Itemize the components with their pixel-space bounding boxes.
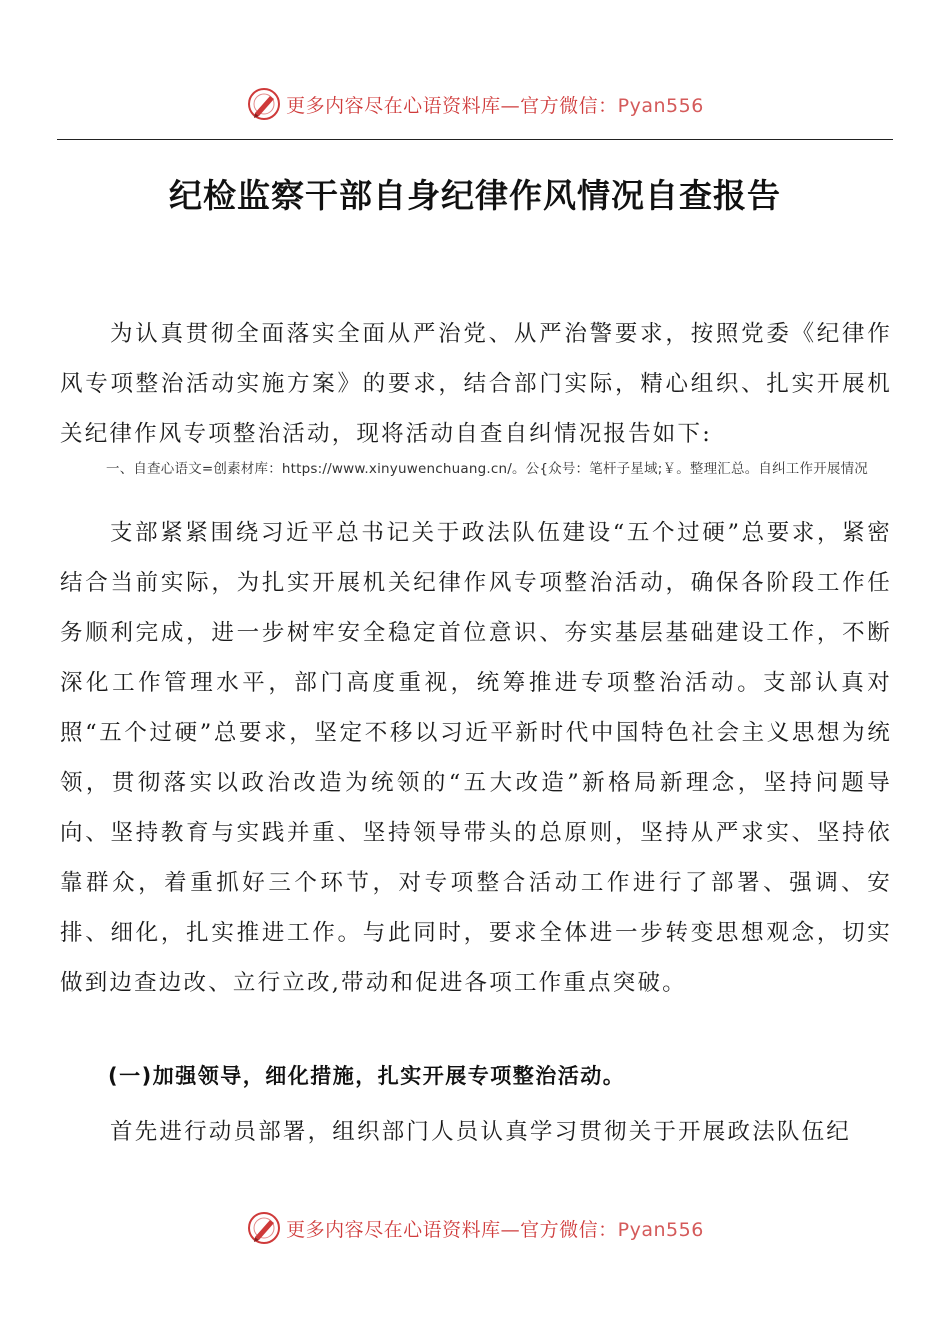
body-paragraph: 支部紧紧围绕习近平总书记关于政法队伍建设“五个过硬”总要求，紧密结合当前实际，为扎实开展机关纪律作风专项整治活动，确保各阶段工作任务顺利完成，进一步树牢安全稳定首位意识、夯实基层基础建设工作，不断深化工作管理水平，部门高度重视，统筹推进专项整治活动。支部认真对照“五个过硬”总要求，坚定不移以习近平新时代中国特色社会主义思想为统领，贯彻落实以政治改造为统领的“五大改造”新格局新理念，坚持问题导向、坚持教育与实践并重、坚持领导带头的总原则，坚持从严求实、坚持依靠群众，着重抓好三个环节，对专项整合活动工作进行了部署、强调、安排、细化，扎实推进工作。与此同时，要求全体进一步转变思想观念，切实做到边查边改、立行立改,带动和促进各项工作重点突破。 xyxy=(60,520,892,996)
header-wechat-id: Pyan556 xyxy=(617,94,704,117)
pen-logo-icon xyxy=(246,1210,282,1246)
footer-banner-text xyxy=(286,1215,704,1242)
subsection-heading: (一)加强领导，细化措施，扎实开展专项整治活动。 xyxy=(108,1064,626,1088)
section-heading-with-watermark: 一、自查心语文=创素材库：https://www.xinyuwenchuang.cn/。公{众号：笔杆子星域;￥。整理汇总。自纠工作开展情况 xyxy=(106,461,869,477)
document-title: 纪检监察干部自身纪律作风情况自查报告 xyxy=(169,176,781,215)
pen-logo-icon xyxy=(246,86,282,122)
header-banner-text xyxy=(286,91,704,118)
header-divider xyxy=(57,139,893,140)
header-banner-label: 更多内容尽在心语资料库—官方微信： xyxy=(286,94,618,117)
footer-wechat-id: Pyan556 xyxy=(617,1218,704,1241)
intro-paragraph: 为认真贯彻全面落实全面从严治党、从严治警要求，按照党委《纪律作风专项整治活动实施方案》的要求，结合部门实际，精心组织、扎实开展机关纪律作风专项整治活动，现将活动自查自纠情况报告如下: xyxy=(60,321,892,447)
footer-banner xyxy=(0,1208,950,1248)
body-paragraph-continued: 首先进行动员部署，组织部门人员认真学习贯彻关于开展政法队伍纪 xyxy=(110,1119,852,1145)
footer-banner-label: 更多内容尽在心语资料库—官方微信： xyxy=(286,1218,618,1241)
header-banner xyxy=(0,84,950,124)
